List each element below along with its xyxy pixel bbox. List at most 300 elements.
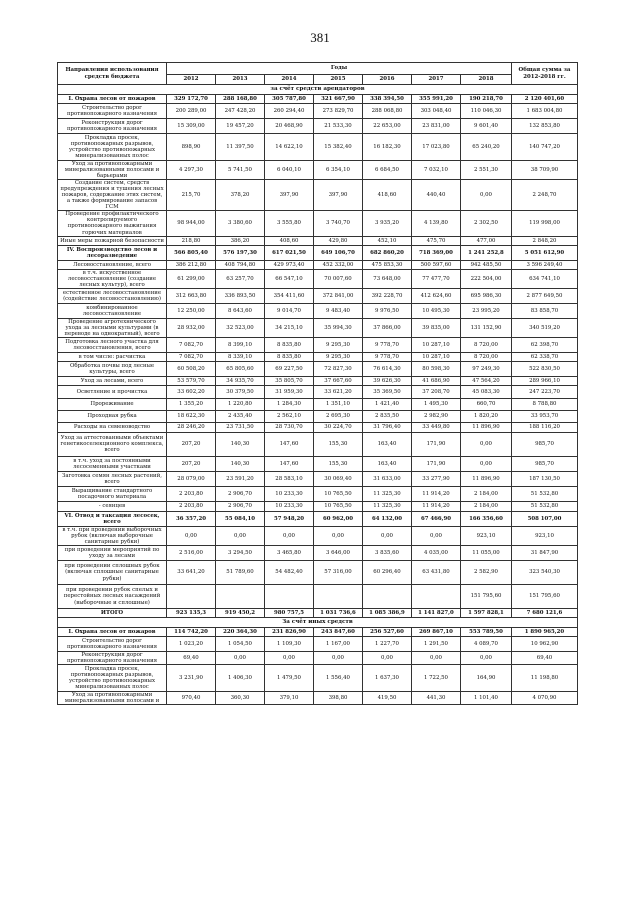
cell-value: 63 431,80 — [412, 560, 461, 584]
cell-value: 2 982,90 — [412, 410, 461, 422]
table-row — [58, 180, 578, 211]
cell-value: 37 208,70 — [412, 385, 461, 398]
cell-value: 151 795,60 — [461, 584, 512, 608]
cell-value: 321 667,90 — [314, 95, 363, 104]
cell-value — [314, 584, 363, 608]
cell-value: 19 457,20 — [216, 119, 265, 134]
row-label: Уход за аттестованными объектами генетикоселекционного комплекса, всего — [58, 432, 167, 456]
cell-value: 10 495,30 — [412, 303, 461, 318]
cell-value: 942 485,50 — [461, 260, 512, 269]
cell-value: 140,30 — [216, 456, 265, 471]
table-row — [58, 303, 578, 318]
table-row — [58, 104, 578, 119]
cell-value: 164,90 — [461, 665, 512, 692]
cell-value: 408 794,80 — [216, 260, 265, 269]
cell-value: 33 449,80 — [412, 422, 461, 432]
row-label: Строительство дорог противопожарного назначения — [58, 104, 167, 119]
row-label: Осветление и прочистка — [58, 385, 167, 398]
cell-value: 0,00 — [167, 526, 216, 545]
cell-value: 5 741,50 — [216, 161, 265, 180]
cell-value: 8 788,80 — [512, 398, 578, 410]
cell-value: 1 890 965,20 — [512, 627, 578, 636]
table-row — [58, 422, 578, 432]
cell-value: 171,90 — [412, 456, 461, 471]
row-label: I. Охрана лесов от пожаров — [58, 627, 167, 636]
cell-value: 10 287,10 — [412, 352, 461, 361]
cell-value: 2 248,70 — [512, 180, 578, 211]
cell-value: 207,20 — [167, 456, 216, 471]
cell-value: 398,80 — [314, 692, 363, 705]
cell-value: 1 637,30 — [363, 665, 412, 692]
cell-value: 7 032,10 — [412, 161, 461, 180]
cell-value: 2 184,00 — [461, 486, 512, 501]
row-label: при проведении сплошных рубок (включая сплошные санитарные рубки) — [58, 560, 167, 584]
table-row — [58, 608, 578, 617]
cell-value: 34 215,10 — [265, 318, 314, 337]
table-row — [58, 119, 578, 134]
cell-value: 200 289,00 — [167, 104, 216, 119]
cell-value: 33 641,20 — [167, 560, 216, 584]
cell-value: 5 051 612,90 — [512, 245, 578, 260]
cell-value: 30 379,50 — [216, 385, 265, 398]
row-label: Прореживание — [58, 398, 167, 410]
table-row — [58, 161, 578, 180]
section-band-label: за счёт средств арендаторов — [58, 85, 578, 95]
cell-value: 0,00 — [216, 651, 265, 664]
cell-value: 3 465,80 — [265, 545, 314, 560]
cell-value: 323 540,30 — [512, 560, 578, 584]
cell-value: 6 354,10 — [314, 161, 363, 180]
cell-value: 222 504,00 — [461, 269, 512, 288]
cell-value: 1 597 828,1 — [461, 608, 512, 617]
cell-value: 2 516,00 — [167, 545, 216, 560]
cell-value: 10 765,50 — [314, 486, 363, 501]
page-number: 381 — [310, 30, 330, 45]
cell-value: 70 007,60 — [314, 269, 363, 288]
table-row — [58, 211, 578, 236]
cell-value: 57 316,00 — [314, 560, 363, 584]
cell-value: 2 848,20 — [512, 236, 578, 245]
cell-value: 2 551,30 — [461, 161, 512, 180]
table-row — [58, 361, 578, 376]
cell-value: 2 906,70 — [216, 486, 265, 501]
cell-value: 28 583,10 — [265, 471, 314, 486]
header-total: Общая сумма за 2012-2018 гг. — [512, 63, 578, 85]
cell-value: 1 031 736,6 — [314, 608, 363, 617]
cell-value: 2 203,80 — [167, 501, 216, 511]
cell-value: 475,70 — [412, 236, 461, 245]
row-label: Выращивание стандартного посадочного материала — [58, 486, 167, 501]
row-label: при проведении рубок спелых и перестойных лесных насаждений (выборочные и сплошные) — [58, 584, 167, 608]
row-label: Проведение агротехнического ухода за лесными культурами (в переводе на однократный), всего — [58, 318, 167, 337]
row-label: Уход за противопожарными минерализованными полосами и — [58, 692, 167, 705]
cell-value: 500 597,60 — [412, 260, 461, 269]
cell-value: 1 085 386,9 — [363, 608, 412, 617]
cell-value: 188 116,20 — [512, 422, 578, 432]
cell-value: 418,60 — [363, 180, 412, 211]
header-year: 2013 — [216, 75, 265, 85]
table-row — [58, 651, 578, 664]
cell-value: 23 591,20 — [216, 471, 265, 486]
cell-value: 16 182,30 — [363, 134, 412, 161]
cell-value: 35 994,30 — [314, 318, 363, 337]
cell-value: 83 858,70 — [512, 303, 578, 318]
cell-value: 17 023,80 — [412, 134, 461, 161]
cell-value: 6 040,10 — [265, 161, 314, 180]
cell-value: 66 547,10 — [265, 269, 314, 288]
row-label: Создание систем, средств предупреждения и тушения лесных пожаров, содержание этих систем, а также формирование запасов ГСМ — [58, 180, 167, 211]
cell-value: 429,80 — [314, 236, 363, 245]
cell-value: 2 695,30 — [314, 410, 363, 422]
budget-table — [57, 62, 578, 705]
table-row — [58, 269, 578, 288]
table-row — [58, 486, 578, 501]
cell-value: 247 428,20 — [216, 104, 265, 119]
row-label: Проходная рубка — [58, 410, 167, 422]
cell-value: 452,10 — [363, 236, 412, 245]
cell-value: 33 621,20 — [314, 385, 363, 398]
cell-value: 163,40 — [363, 432, 412, 456]
header-year: 2018 — [461, 75, 512, 85]
cell-value: 0,00 — [216, 526, 265, 545]
cell-value: 0,00 — [461, 180, 512, 211]
cell-value: 60 296,40 — [363, 560, 412, 584]
table-row — [58, 245, 578, 260]
cell-value: 355 991,20 — [412, 95, 461, 104]
cell-value: 9 976,50 — [363, 303, 412, 318]
cell-value: 10 765,50 — [314, 501, 363, 511]
cell-value: 65 240,20 — [461, 134, 512, 161]
row-label: IV. Воспроизводство лесов и лесоразведение — [58, 245, 167, 260]
cell-value: 10 962,90 — [512, 636, 578, 651]
cell-value: 386,20 — [216, 236, 265, 245]
cell-value: 51 532,80 — [512, 501, 578, 511]
cell-value: 8 399,10 — [216, 337, 265, 352]
cell-value: 10 287,10 — [412, 337, 461, 352]
cell-value: 2 562,10 — [265, 410, 314, 422]
cell-value: 288 168,80 — [216, 95, 265, 104]
cell-value: 31 633,00 — [363, 471, 412, 486]
cell-value: 57 948,20 — [265, 511, 314, 526]
table-row — [58, 398, 578, 410]
row-label: Иные меры пожарной безопасности — [58, 236, 167, 245]
cell-value: 1 167,00 — [314, 636, 363, 651]
cell-value: 147,60 — [265, 432, 314, 456]
cell-value: 1 495,30 — [412, 398, 461, 410]
cell-value: 718 369,00 — [412, 245, 461, 260]
table-row — [58, 526, 578, 545]
row-label: Реконструкция дорог противопожарного назначения — [58, 651, 167, 664]
cell-value: 10 233,30 — [265, 486, 314, 501]
cell-value: 0,00 — [265, 651, 314, 664]
cell-value: 3 294,50 — [216, 545, 265, 560]
cell-value: 1 291,50 — [412, 636, 461, 651]
row-label: I. Охрана лесов от пожаров — [58, 95, 167, 104]
cell-value: 20 468,90 — [265, 119, 314, 134]
cell-value: 1 284,30 — [265, 398, 314, 410]
cell-value: 140,30 — [216, 432, 265, 456]
cell-value: 30 224,70 — [314, 422, 363, 432]
row-label: VI. Отвод и таксация лесосек, всего — [58, 511, 167, 526]
cell-value: 7 082,70 — [167, 352, 216, 361]
cell-value: 47 564,20 — [461, 376, 512, 385]
cell-value: 33 277,90 — [412, 471, 461, 486]
cell-value: 440,40 — [412, 180, 461, 211]
cell-value: 51 532,80 — [512, 486, 578, 501]
cell-value: 386 212,80 — [167, 260, 216, 269]
cell-value: 0,00 — [461, 456, 512, 471]
row-label: Заготовка семян лесных растений, всего — [58, 471, 167, 486]
table-row — [58, 134, 578, 161]
table-row — [58, 337, 578, 352]
cell-value: 23 731,50 — [216, 422, 265, 432]
cell-value: 11 397,50 — [216, 134, 265, 161]
cell-value: 9 295,30 — [314, 337, 363, 352]
cell-value: 97 249,30 — [461, 361, 512, 376]
cell-value: 155,30 — [314, 456, 363, 471]
cell-value: 634 741,10 — [512, 269, 578, 288]
row-label: Уход за противопожарными минерализованными полосами и барьерами — [58, 161, 167, 180]
row-label: Прокладка просек, противопожарных разрывов, устройство противопожарных минерализованных полос — [58, 665, 167, 692]
row-label: Уход за лесами, всего — [58, 376, 167, 385]
table-row — [58, 545, 578, 560]
cell-value: 919 450,2 — [216, 608, 265, 617]
cell-value: 1 241 252,8 — [461, 245, 512, 260]
cell-value: 9 778,70 — [363, 337, 412, 352]
table-row — [58, 501, 578, 511]
table-row — [58, 352, 578, 361]
table-row — [58, 636, 578, 651]
section-band — [58, 85, 578, 95]
cell-value: 76 614,30 — [363, 361, 412, 376]
cell-value: 288 068,80 — [363, 104, 412, 119]
cell-value: 985,70 — [512, 432, 578, 456]
cell-value: 312 663,80 — [167, 288, 216, 303]
cell-value: 207,20 — [167, 432, 216, 456]
table-row — [58, 260, 578, 269]
cell-value: 171,90 — [412, 432, 461, 456]
table-row — [58, 318, 578, 337]
cell-value: 2 302,50 — [461, 211, 512, 236]
cell-value: 151 795,60 — [512, 584, 578, 608]
cell-value: 0,00 — [412, 526, 461, 545]
cell-value: 9 014,70 — [265, 303, 314, 318]
cell-value: 31 796,40 — [363, 422, 412, 432]
cell-value: 3 555,80 — [265, 211, 314, 236]
cell-value — [412, 584, 461, 608]
row-label: в т.ч. при проведении выборочных рубок (включая выборочные санитарные рубки) — [58, 526, 167, 545]
cell-value: 33 602,20 — [167, 385, 216, 398]
cell-value: 303 048,40 — [412, 104, 461, 119]
cell-value — [363, 584, 412, 608]
cell-value: 114 742,20 — [167, 627, 216, 636]
cell-value: 6 684,50 — [363, 161, 412, 180]
cell-value: 215,70 — [167, 180, 216, 211]
cell-value: 14 622,10 — [265, 134, 314, 161]
cell-value: 39 626,30 — [363, 376, 412, 385]
cell-value: 60 962,00 — [314, 511, 363, 526]
cell-value: 441,30 — [412, 692, 461, 705]
cell-value: 923,10 — [461, 526, 512, 545]
cell-value: 63 257,70 — [216, 269, 265, 288]
table-row — [58, 95, 578, 104]
cell-value: 9 778,70 — [363, 352, 412, 361]
table-row — [58, 385, 578, 398]
row-label: ИТОГО — [58, 608, 167, 617]
table-row — [58, 376, 578, 385]
cell-value: 36 357,20 — [167, 511, 216, 526]
cell-value: 305 787,80 — [265, 95, 314, 104]
row-label: комбинированное лесовосстановление — [58, 303, 167, 318]
cell-value: 4 070,90 — [512, 692, 578, 705]
cell-value: 98 944,00 — [167, 211, 216, 236]
row-label: Расходы на семеноводство — [58, 422, 167, 432]
row-label: в т.ч. уход за постоянными лесосеменными участками — [58, 456, 167, 471]
cell-value: 4 035,00 — [412, 545, 461, 560]
cell-value: 1 101,40 — [461, 692, 512, 705]
cell-value: 0,00 — [412, 651, 461, 664]
cell-value: 0,00 — [461, 651, 512, 664]
cell-value: 576 197,30 — [216, 245, 265, 260]
cell-value: 3 646,00 — [314, 545, 363, 560]
cell-value: 379,10 — [265, 692, 314, 705]
cell-value: 354 411,60 — [265, 288, 314, 303]
cell-value: 0,00 — [363, 651, 412, 664]
cell-value: 1 054,50 — [216, 636, 265, 651]
cell-value: 155,30 — [314, 432, 363, 456]
cell-value: 35 805,70 — [265, 376, 314, 385]
cell-value: 980 757,5 — [265, 608, 314, 617]
cell-value: 378,20 — [216, 180, 265, 211]
cell-value: 360,30 — [216, 692, 265, 705]
cell-value: 110 046,30 — [461, 104, 512, 119]
cell-value: 8 835,80 — [265, 337, 314, 352]
cell-value: 408,60 — [265, 236, 314, 245]
cell-value: 31 847,90 — [512, 545, 578, 560]
cell-value: 2 184,00 — [461, 501, 512, 511]
cell-value: 190 218,70 — [461, 95, 512, 104]
cell-value: 30 069,40 — [314, 471, 363, 486]
cell-value: 69,40 — [167, 651, 216, 664]
cell-value: 7 082,70 — [167, 337, 216, 352]
cell-value: 3 740,70 — [314, 211, 363, 236]
cell-value: 247 223,70 — [512, 385, 578, 398]
cell-value: 985,70 — [512, 456, 578, 471]
cell-value: 1 023,20 — [167, 636, 216, 651]
cell-value: 2 120 401,60 — [512, 95, 578, 104]
table-row — [58, 236, 578, 245]
cell-value: 475 853,30 — [363, 260, 412, 269]
cell-value: 4 297,30 — [167, 161, 216, 180]
cell-value — [265, 584, 314, 608]
cell-value: 419,50 — [363, 692, 412, 705]
table-row — [58, 410, 578, 422]
cell-value: 923 135,3 — [167, 608, 216, 617]
cell-value: 60 508,20 — [167, 361, 216, 376]
cell-value: 8 339,10 — [216, 352, 265, 361]
cell-value: 682 860,20 — [363, 245, 412, 260]
cell-value: 11 896,90 — [461, 422, 512, 432]
row-label: Обработка почвы под лесные культуры, всего — [58, 361, 167, 376]
cell-value: 77 477,70 — [412, 269, 461, 288]
row-label: в т.ч. искусственное лесовосстановление (создание лесных культур), всего — [58, 269, 167, 288]
cell-value: 28 730,70 — [265, 422, 314, 432]
cell-value: 187 130,50 — [512, 471, 578, 486]
row-label: Строительство дорог противопожарного назначения — [58, 636, 167, 651]
cell-value: 64 132,00 — [363, 511, 412, 526]
table-row — [58, 665, 578, 692]
cell-value: 898,90 — [167, 134, 216, 161]
cell-value: 923,10 — [512, 526, 578, 545]
cell-value: 18 622,30 — [167, 410, 216, 422]
cell-value: 452 332,00 — [314, 260, 363, 269]
table-row — [58, 560, 578, 584]
cell-value: 80 598,30 — [412, 361, 461, 376]
header-year: 2017 — [412, 75, 461, 85]
cell-value: 0,00 — [314, 526, 363, 545]
cell-value: 73 648,00 — [363, 269, 412, 288]
cell-value: 9 601,40 — [461, 119, 512, 134]
cell-value: 11 055,00 — [461, 545, 512, 560]
section-band-label: За счёт иных средств — [58, 617, 578, 627]
row-label: Лесовосстановление, всего — [58, 260, 167, 269]
cell-value: 41 686,90 — [412, 376, 461, 385]
row-label: - сеянцев — [58, 501, 167, 511]
cell-value: 166 356,60 — [461, 511, 512, 526]
cell-value: 970,40 — [167, 692, 216, 705]
cell-value: 140 747,20 — [512, 134, 578, 161]
cell-value: 660,70 — [461, 398, 512, 410]
cell-value: 33 953,70 — [512, 410, 578, 422]
cell-value: 37 667,60 — [314, 376, 363, 385]
cell-value: 2 835,50 — [363, 410, 412, 422]
cell-value: 1 421,40 — [363, 398, 412, 410]
cell-value: 53 579,70 — [167, 376, 216, 385]
cell-value: 220 364,30 — [216, 627, 265, 636]
cell-value: 39 835,00 — [412, 318, 461, 337]
cell-value: 147,60 — [265, 456, 314, 471]
cell-value: 28 079,00 — [167, 471, 216, 486]
cell-value: 412 624,60 — [412, 288, 461, 303]
cell-value: 0,00 — [314, 651, 363, 664]
table-row — [58, 627, 578, 636]
cell-value: 1 406,30 — [216, 665, 265, 692]
cell-value: 0,00 — [363, 526, 412, 545]
cell-value: 119 998,00 — [512, 211, 578, 236]
header-direction: Направления использования средств бюджета — [58, 63, 167, 85]
cell-value: 11 914,20 — [412, 486, 461, 501]
cell-value: 256 527,60 — [363, 627, 412, 636]
cell-value: 23 831,00 — [412, 119, 461, 134]
row-label: Подготовка лесного участка для лесовосстановления, всего — [58, 337, 167, 352]
cell-value: 3 596 249,40 — [512, 260, 578, 269]
cell-value: 65 805,60 — [216, 361, 265, 376]
table-row — [58, 584, 578, 608]
cell-value: 54 482,40 — [265, 560, 314, 584]
cell-value: 45 083,30 — [461, 385, 512, 398]
cell-value: 67 466,90 — [412, 511, 461, 526]
cell-value: 32 523,00 — [216, 318, 265, 337]
cell-value: 2 877 649,50 — [512, 288, 578, 303]
cell-value: 4 089,70 — [461, 636, 512, 651]
cell-value: 1 722,50 — [412, 665, 461, 692]
cell-value: 392 228,70 — [363, 288, 412, 303]
cell-value: 1 479,50 — [265, 665, 314, 692]
cell-value: 429 973,40 — [265, 260, 314, 269]
cell-value: 1 141 827,0 — [412, 608, 461, 617]
cell-value: 21 533,30 — [314, 119, 363, 134]
cell-value: 15 382,40 — [314, 134, 363, 161]
